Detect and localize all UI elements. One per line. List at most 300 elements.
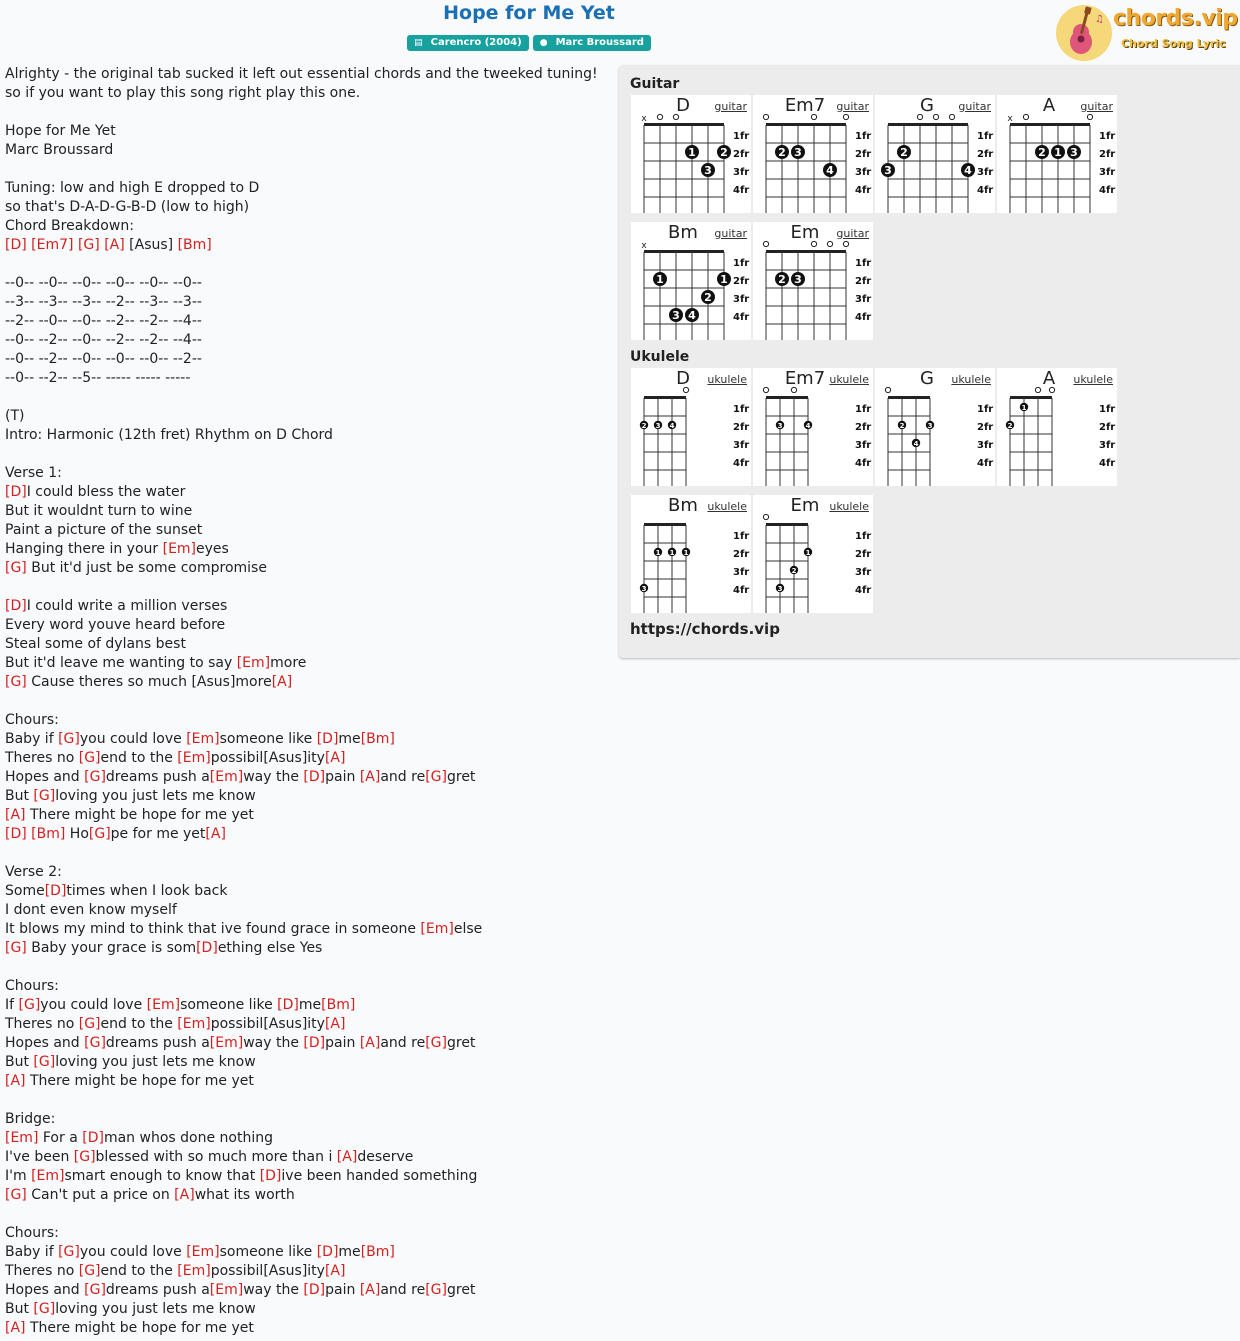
chord-link[interactable]: [Em] <box>186 1244 220 1260</box>
chord-link[interactable]: [D] <box>82 1130 104 1146</box>
open-string-marker <box>1087 114 1092 119</box>
muted-string-marker: x <box>641 241 647 251</box>
chord-link[interactable]: [D] <box>259 1168 282 1184</box>
lyric-line: so if you want to play this song right play this one. <box>5 85 361 101</box>
fret-label: 4fr <box>977 458 994 469</box>
fretboard-diagram <box>631 222 751 340</box>
chord-link[interactable]: [A] <box>359 1035 381 1051</box>
svg-text:2: 2 <box>899 422 905 430</box>
chord-card-em7-ukulele[interactable] <box>753 368 873 486</box>
svg-text:♫: ♫ <box>1095 14 1104 25</box>
chord-link[interactable]: [Em] <box>177 1263 211 1279</box>
lyric-line: [D]I could bless the water <box>5 484 186 500</box>
site-url-link[interactable]: https://chords.vip <box>630 620 780 638</box>
svg-text:4: 4 <box>913 440 919 448</box>
lyric-line: But [G]loving you just lets me know <box>5 788 256 804</box>
svg-text:3: 3 <box>777 422 783 430</box>
open-string-marker <box>885 387 890 392</box>
chord-link[interactable]: [Bm] <box>360 1244 395 1260</box>
chord-link[interactable]: [G] <box>78 750 101 766</box>
svg-text:4: 4 <box>805 422 811 430</box>
chord-link[interactable]: [D] <box>316 1244 339 1260</box>
chord-link[interactable]: [D] <box>196 940 218 956</box>
chord-link[interactable]: [A] <box>359 1282 381 1298</box>
finger-dot <box>701 163 715 177</box>
chord-link[interactable]: [Em] <box>186 731 220 747</box>
fret-label: 1fr <box>733 258 750 269</box>
open-string-marker <box>811 241 816 246</box>
chord-link[interactable]: [G] <box>73 1149 96 1165</box>
chord-link[interactable]: [G] <box>33 1054 56 1070</box>
finger-dot <box>776 584 784 593</box>
fret-label: 4fr <box>855 185 872 196</box>
chord-link[interactable]: [G] <box>425 1035 447 1051</box>
open-string-marker <box>827 241 832 246</box>
chord-link[interactable]: [Em] <box>177 1016 211 1032</box>
lyric-line: I dont even know myself <box>5 902 177 918</box>
lyric-line: Theres no [G]end to the [Em]possibil[Asus]ity[A] <box>5 1016 346 1032</box>
lyric-line: Theres no [G]end to the [Em]possibil[Asus]ity[A] <box>5 750 346 766</box>
svg-text:2: 2 <box>704 291 712 304</box>
chord-card-d-guitar[interactable] <box>631 95 751 213</box>
lyric-line: [G] Baby your grace is som[D]ething else Yes <box>5 940 323 956</box>
chord-card-g-guitar[interactable] <box>875 95 995 213</box>
fretboard-diagram <box>997 95 1117 213</box>
page-title: Hope for Me Yet <box>443 2 615 24</box>
chord-name: Em7 <box>784 368 826 389</box>
chord-link[interactable]: [Em] <box>236 655 271 671</box>
fret-label: 3fr <box>733 567 750 578</box>
chord-card-bm-guitar[interactable] <box>631 222 751 340</box>
chord-link[interactable]: [A] <box>5 1320 26 1336</box>
fretboard-diagram <box>631 368 751 486</box>
chord-link[interactable]: [Em] <box>31 1168 65 1184</box>
lyric-line: Paint a picture of the sunset <box>5 522 203 538</box>
chord-name: G <box>920 368 934 389</box>
chord-link[interactable]: [A] <box>359 769 381 785</box>
svg-text:2: 2 <box>1038 146 1046 159</box>
chord-card-a-ukulele[interactable] <box>997 368 1117 486</box>
lyric-line: But [G]loving you just lets me know <box>5 1301 256 1317</box>
finger-dot <box>1020 403 1028 412</box>
lyric-line: (T) <box>5 408 25 424</box>
svg-text:3: 3 <box>884 164 892 177</box>
chord-name: A <box>1042 95 1056 116</box>
chord-card-em-guitar[interactable] <box>753 222 873 340</box>
fret-label: 4fr <box>733 458 750 469</box>
fretboard-diagram <box>875 368 995 486</box>
svg-text:1: 1 <box>656 273 664 286</box>
fret-label: 2fr <box>1099 422 1116 433</box>
fret-label: 1fr <box>733 131 750 142</box>
lyric-line: [A] There might be hope for me yet <box>5 807 254 823</box>
fret-label: 3fr <box>1099 167 1116 178</box>
fret-label: 1fr <box>855 531 872 542</box>
finger-dot <box>823 163 837 177</box>
fret-label: 4fr <box>855 458 872 469</box>
chord-link[interactable]: [D] <box>5 826 27 842</box>
chord-link[interactable]: [D] <box>303 1035 326 1051</box>
svg-text:1: 1 <box>669 549 675 557</box>
chord-link[interactable]: [A] <box>324 1016 346 1032</box>
fret-label: 3fr <box>733 440 750 451</box>
lyric-line: Verse 1: <box>5 465 62 481</box>
lyric-line: Hope for Me Yet <box>5 123 116 139</box>
lyric-line: --0-- --2-- --5-- ----- ----- ----- <box>5 370 191 386</box>
instrument-link[interactable]: ukulele <box>707 500 747 513</box>
chord-card-bm-ukulele[interactable] <box>631 495 751 613</box>
chord-link[interactable]: [A] <box>104 237 125 253</box>
chord-link[interactable]: [Em] <box>162 541 197 557</box>
finger-dot <box>804 421 812 430</box>
lyric-line: But [G]loving you just lets me know <box>5 1054 256 1070</box>
ukulele-section-title: Ukulele <box>630 349 690 365</box>
fretboard-diagram <box>997 368 1117 486</box>
finger-dot <box>1067 145 1081 159</box>
svg-text:3: 3 <box>641 585 647 593</box>
lyric-line: Baby if [G]you could love [Em]someone like [D]me[Bm] <box>5 731 395 747</box>
svg-text:3: 3 <box>794 146 802 159</box>
svg-text:4: 4 <box>688 309 696 322</box>
fretboard-diagram <box>631 495 751 613</box>
instrument-link[interactable]: ukulele <box>829 500 869 513</box>
chord-link[interactable]: [G] <box>84 1282 106 1298</box>
instrument-link[interactable]: guitar <box>836 227 869 240</box>
open-string-marker <box>811 114 816 119</box>
instrument-link[interactable]: ukulele <box>829 373 869 386</box>
chord-link[interactable]: [Em] <box>420 921 454 937</box>
chord-card-g-ukulele[interactable] <box>875 368 995 486</box>
svg-text:2: 2 <box>900 146 908 159</box>
chord-link[interactable]: [D] <box>277 997 299 1013</box>
chord-card-em7-guitar[interactable] <box>753 95 873 213</box>
chord-link[interactable]: [G] <box>78 1016 101 1032</box>
chord-link[interactable]: [Em] <box>146 997 181 1013</box>
instrument-link[interactable]: ukulele <box>951 373 991 386</box>
chord-link[interactable]: [G] <box>77 237 100 253</box>
chord-link[interactable]: [D] <box>316 731 339 747</box>
svg-text:4: 4 <box>669 422 675 430</box>
chord-link[interactable]: [G] <box>84 769 106 785</box>
fret-label: 4fr <box>977 185 994 196</box>
lyric-line: Verse 2: <box>5 864 62 880</box>
lyric-line: It blows my mind to think that ive found grace in someone [Em]else <box>5 921 483 937</box>
lyric-line: But it'd leave me wanting to say [Em]more <box>5 655 307 671</box>
fret-label: 2fr <box>855 549 872 560</box>
lyric-line: Theres no [G]end to the [Em]possibil[Asus]ity[A] <box>5 1263 346 1279</box>
fret-label: 2fr <box>733 549 750 560</box>
fret-label: 1fr <box>1099 404 1116 415</box>
svg-text:1: 1 <box>683 549 689 557</box>
fret-label: 1fr <box>855 258 872 269</box>
finger-dot <box>881 163 895 177</box>
svg-text:1: 1 <box>1021 404 1027 412</box>
svg-text:1: 1 <box>688 146 696 159</box>
chord-link[interactable]: [G] <box>5 560 27 576</box>
fret-label: 3fr <box>855 294 872 305</box>
chord-name: D <box>676 95 690 116</box>
lyric-line <box>5 1205 605 1224</box>
lyric-line <box>5 578 605 597</box>
finger-dot <box>897 145 911 159</box>
chord-link[interactable]: [G] <box>58 731 80 747</box>
svg-text:1: 1 <box>1054 146 1062 159</box>
open-string-marker <box>917 114 922 119</box>
finger-dot <box>682 548 690 557</box>
finger-dot <box>926 421 934 430</box>
finger-dot <box>961 163 975 177</box>
svg-text:3: 3 <box>672 309 680 322</box>
chord-link[interactable]: [G] <box>18 997 41 1013</box>
instrument-link[interactable]: guitar <box>836 100 869 113</box>
instrument-link[interactable]: guitar <box>714 227 747 240</box>
lyric-line: Hopes and [G]dreams push a[Em]way the [D]pain [A]and re[G]gret <box>5 1282 476 1298</box>
lyric-line: --0-- --0-- --0-- --0-- --0-- --0-- <box>5 275 202 291</box>
chord-diagram-panel <box>619 65 1240 658</box>
lyric-line: If [G]you could love [Em]someone like [D]me[Bm] <box>5 997 356 1013</box>
fret-label: 2fr <box>1099 149 1116 160</box>
finger-dot <box>790 566 798 575</box>
svg-text:2: 2 <box>1007 422 1013 430</box>
album-badge-label: Carencro (2004) <box>430 37 522 48</box>
open-string-marker <box>843 114 848 119</box>
chord-link[interactable]: [G] <box>5 674 27 690</box>
svg-text:3: 3 <box>777 585 783 593</box>
lyric-line: [A] There might be hope for me yet <box>5 1073 254 1089</box>
chord-link[interactable]: [A] <box>5 1073 26 1089</box>
open-string-marker <box>1023 114 1028 119</box>
lyric-line: Steal some of dylans best <box>5 636 186 652</box>
chord-link[interactable]: [Bm] <box>177 237 212 253</box>
open-string-marker <box>683 387 688 392</box>
chord-name: A <box>1042 368 1056 389</box>
fret-label: 2fr <box>733 422 750 433</box>
chord-link[interactable]: [G] <box>425 769 447 785</box>
lyric-line: [Em] For a [D]man whos done nothing <box>5 1130 273 1146</box>
open-string-marker <box>763 114 768 119</box>
lyric-line <box>5 958 605 977</box>
finger-dot <box>653 272 667 286</box>
chord-name: Em <box>790 222 820 243</box>
lyric-line <box>5 445 605 464</box>
chord-link[interactable]: [A] <box>174 1187 195 1203</box>
chord-link[interactable]: [G] <box>78 1263 101 1279</box>
finger-dot <box>791 272 805 286</box>
chord-link[interactable]: [G] <box>5 1187 27 1203</box>
finger-dot <box>775 145 789 159</box>
fret-label: 1fr <box>733 404 750 415</box>
open-string-marker <box>673 114 678 119</box>
chord-link[interactable]: [G] <box>58 1244 80 1260</box>
fret-label: 3fr <box>855 567 872 578</box>
fret-label: 4fr <box>733 312 750 323</box>
fret-label: 1fr <box>1099 131 1116 142</box>
chord-name: D <box>676 368 690 389</box>
chord-link[interactable]: [D] <box>5 484 27 500</box>
svg-text:3: 3 <box>794 273 802 286</box>
chord-link[interactable]: [G] <box>88 826 111 842</box>
lyric-line <box>5 160 605 179</box>
chord-link[interactable]: [A] <box>324 1263 346 1279</box>
chord-link[interactable]: [Em] <box>209 1282 244 1298</box>
lyric-line <box>5 103 605 122</box>
fret-label: 2fr <box>855 422 872 433</box>
instrument-link[interactable]: guitar <box>714 100 747 113</box>
chord-link[interactable]: [G] <box>33 788 56 804</box>
lyric-line: [D] [Bm] Ho[G]pe for me yet[A] <box>5 826 226 842</box>
fretboard-diagram <box>753 368 873 486</box>
chord-link[interactable]: [D] <box>5 598 27 614</box>
svg-text:2: 2 <box>778 273 786 286</box>
fret-label: 3fr <box>1099 440 1116 451</box>
lyric-line <box>5 388 605 407</box>
instrument-link[interactable]: guitar <box>1080 100 1113 113</box>
chord-link[interactable]: [A] <box>205 826 226 842</box>
svg-text:1: 1 <box>720 273 728 286</box>
chord-link[interactable]: [Em7] <box>31 237 74 253</box>
lyric-line: Alrighty - the original tab sucked it left out essential chords and the tweeked tuning! <box>5 66 598 82</box>
finger-dot <box>668 548 676 557</box>
svg-text:4: 4 <box>826 164 834 177</box>
finger-dot <box>685 308 699 322</box>
fret-label: 1fr <box>977 404 994 415</box>
finger-dot <box>640 584 648 593</box>
chord-link[interactable]: [D] <box>303 769 326 785</box>
finger-dot <box>912 439 920 448</box>
fret-label: 1fr <box>855 404 872 415</box>
lyric-line <box>5 255 605 274</box>
lyric-line: [D]I could write a million verses <box>5 598 228 614</box>
lyric-line: Chours: <box>5 712 59 728</box>
logo-text: chords.vip <box>1113 6 1238 31</box>
chord-link[interactable]: [A] <box>5 807 26 823</box>
album-badge[interactable] <box>407 35 529 51</box>
fretboard-diagram <box>753 495 873 613</box>
chord-link[interactable]: [D] <box>44 883 67 899</box>
chord-link[interactable]: [Bm] <box>360 731 395 747</box>
fret-label: 4fr <box>1099 185 1116 196</box>
book-icon: ▤ <box>414 38 423 48</box>
fretboard-diagram <box>631 95 751 213</box>
chord-link[interactable]: [Em] <box>5 1130 39 1146</box>
chord-link[interactable]: [Em] <box>209 769 244 785</box>
open-string-marker <box>791 387 796 392</box>
lyric-line: Some[D]times when I look back <box>5 883 228 899</box>
chord-link[interactable]: [A] <box>271 674 293 690</box>
muted-string-marker: x <box>641 114 647 124</box>
fret-label: 2fr <box>733 149 750 160</box>
chord-link[interactable]: [Em] <box>209 1035 244 1051</box>
fret-label: 3fr <box>855 440 872 451</box>
lyric-line: [A] There might be hope for me yet <box>5 1320 254 1336</box>
open-string-marker <box>1049 387 1054 392</box>
open-string-marker <box>763 514 768 519</box>
chord-name: Em <box>790 495 820 516</box>
lyric-line: Intro: Harmonic (12th fret) Rhythm on D Chord <box>5 427 333 443</box>
lyric-line: I've been [G]blessed with so much more than i [A]deserve <box>5 1149 414 1165</box>
chord-card-d-ukulele[interactable] <box>631 368 751 486</box>
fret-label: 4fr <box>1099 458 1116 469</box>
lyric-line: so that's D-A-D-G-B-D (low to high) <box>5 199 250 215</box>
lyric-line: Marc Broussard <box>5 142 114 158</box>
lyric-line: [G] But it'd just be some compromise <box>5 560 267 576</box>
chord-link[interactable]: [Em] <box>177 750 211 766</box>
instrument-link[interactable]: ukulele <box>1073 373 1113 386</box>
instrument-link[interactable]: ukulele <box>707 373 747 386</box>
chord-name: Bm <box>668 495 698 516</box>
finger-dot <box>791 145 805 159</box>
lyric-line: [G] Can't put a price on [A]what its worth <box>5 1187 295 1203</box>
fret-label: 4fr <box>733 585 750 596</box>
instrument-link[interactable]: guitar <box>958 100 991 113</box>
chord-card-a-guitar[interactable] <box>997 95 1117 213</box>
user-icon: ● <box>539 38 548 48</box>
svg-text:1: 1 <box>805 549 811 557</box>
fret-label: 1fr <box>733 531 750 542</box>
artist-badge[interactable] <box>533 35 651 51</box>
chord-link[interactable]: [D] <box>5 237 27 253</box>
finger-dot <box>1051 145 1065 159</box>
chord-link[interactable]: [G] <box>425 1282 447 1298</box>
fret-label: 3fr <box>733 294 750 305</box>
lyric-line: Baby if [G]you could love [Em]someone like [D]me[Bm] <box>5 1244 395 1260</box>
fret-label: 3fr <box>733 167 750 178</box>
lyric-line: [D] [Em7] [G] [A] [Asus] [Bm] <box>5 237 212 253</box>
chord-link[interactable]: [G] <box>84 1035 106 1051</box>
badge-row <box>0 35 1058 51</box>
lyric-line: --0-- --2-- --0-- --0-- --0-- --2-- <box>5 351 202 367</box>
open-string-marker <box>763 241 768 246</box>
site-logo[interactable] <box>1055 4 1240 62</box>
svg-text:1: 1 <box>655 549 661 557</box>
chord-link[interactable]: [Bm] <box>31 826 66 842</box>
chord-name: G <box>920 95 934 116</box>
finger-dot <box>1006 421 1014 430</box>
svg-text:3: 3 <box>704 164 712 177</box>
fret-label: 4fr <box>855 585 872 596</box>
fret-label: 1fr <box>977 131 994 142</box>
lyric-line <box>5 844 605 863</box>
chord-link[interactable]: [G] <box>5 940 27 956</box>
open-string-marker <box>763 387 768 392</box>
fret-label: 2fr <box>855 276 872 287</box>
chord-link[interactable]: [A] <box>324 750 346 766</box>
guitar-icon <box>1055 4 1115 62</box>
chord-link[interactable]: [A] <box>336 1149 358 1165</box>
lyric-line: Tuning: low and high E dropped to D <box>5 180 260 196</box>
finger-dot <box>654 421 662 430</box>
lyric-line: Chours: <box>5 1225 59 1241</box>
fret-label: 3fr <box>977 167 994 178</box>
fret-label: 4fr <box>733 185 750 196</box>
chord-link[interactable]: [D] <box>303 1282 326 1298</box>
finger-dot <box>1035 145 1049 159</box>
lyric-line: Hopes and [G]dreams push a[Em]way the [D]pain [A]and re[G]gret <box>5 769 476 785</box>
finger-dot <box>640 421 648 430</box>
lyric-line: Every word youve heard before <box>5 617 226 633</box>
fret-label: 4fr <box>855 312 872 323</box>
lyric-line: Hopes and [G]dreams push a[Em]way the [D]pain [A]and re[G]gret <box>5 1035 476 1051</box>
finger-dot <box>775 272 789 286</box>
chord-link[interactable]: [Bm] <box>321 997 356 1013</box>
svg-text:3: 3 <box>1070 146 1078 159</box>
fretboard-diagram <box>875 95 995 213</box>
svg-text:2: 2 <box>720 146 728 159</box>
open-string-marker <box>843 241 848 246</box>
chord-link[interactable]: [G] <box>33 1301 56 1317</box>
chord-card-em-ukulele[interactable] <box>753 495 873 613</box>
fretboard-diagram <box>753 95 873 213</box>
